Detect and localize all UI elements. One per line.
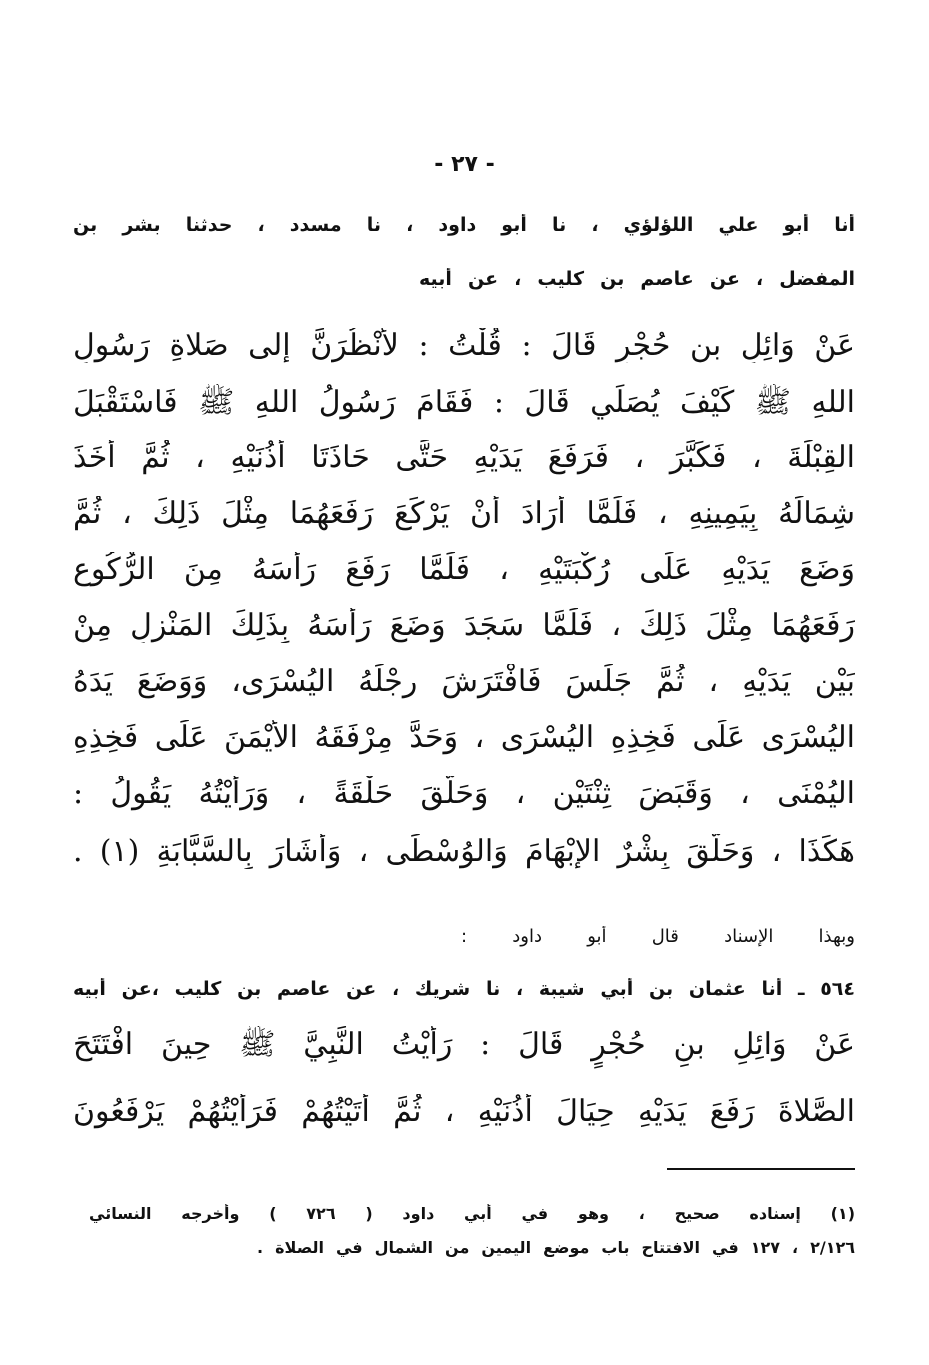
isnad-2: ٥٦٤ ـ أنا عثمان بن أبي شيبة ، نا شريك ، عن عاصم بن كليب ،عن أبيه — [73, 978, 855, 1000]
hadith-1-line-2: اللهِ ﷺ كَيْفَ يُصَلِّي قَالَ : فَقَامَ رَسُولُ اللهِ ﷺ فَاسْتَقْبَلَ — [73, 385, 855, 420]
hadith-1-line-1: عَنْ وَائِلِ بنِ حُجْرٍ قَالَ : قُلْتُ : لأَنْظُرَنَّ إلى صَلاةِ رَسُولِ — [73, 328, 855, 363]
hadith-1-line-9: اليُمْنَى ، وَقَبَضَ ثِنْتَيْنِ ، وَحَلَّقَ حَلْقَةً ، وَرَأَيْتُهُ يَقُولُ : — [73, 776, 855, 811]
hadith-1-line-7: بَيْنِ يَدَيْهِ ، ثُمَّ جَلَسَ فَافْتَرَشَ رِجْلَهُ اليُسْرَى، وَوَضَعَ يَدَهُ — [73, 664, 855, 699]
hadith-1-line-10: هَكَذَا ، وَحَلَّقَ بِشْرٌ الإِبْهَامَ وَالوُسْطَى ، وَأَشَارَ بِالسَّبَّابَةِ (١) . — [73, 834, 855, 869]
hadith-2-line-1: عَنْ وَائِلِ بنِ حُجْرٍ قَالَ : رَأَيْتُ النَّبِيَّ ﷺ حِينَ افْتَتَحَ — [73, 1027, 855, 1062]
hadith-2-line-2: الصَّلاةَ رَفَعَ يَدَيْهِ حِيَالَ أُذُنَيْهِ ، ثُمَّ أَتَيْتُهُمْ فَرَأَيْتُهُمْ يَرْفَعُونَ — [73, 1094, 855, 1129]
hadith-1-line-5: وَضَعَ يَدَيْهِ عَلَى رُكْبَتَيْهِ ، فَلَمَّا رَفَعَ رَأْسَهُ مِنَ الرُّكُوعِ — [73, 552, 855, 587]
isnad-line-1: أنا أبو علي اللؤلؤي ، نا أبو داود ، نا مسدد ، حدثنا بشر بن — [73, 214, 855, 236]
footnote-line-2: ٢/١٢٦ ، ١٢٧ في الافتتاح باب موضع اليمين من الشمال في الصلاة . — [257, 1238, 855, 1257]
hadith-1-line-8: اليُسْرَى عَلَى فَخِذِهِ اليُسْرَى ، وَحَدَّ مِرْفَقَهُ الأَيْمَنَ عَلَى فَخِذِهِ — [73, 720, 855, 755]
hadith-1-line-6: رَفَعَهُمَا مِثْلَ ذَلِكَ ، فَلَمَّا سَجَدَ وَضَعَ رَأْسَهُ بِذَلِكَ المَنْزِلِ مِنْ — [73, 608, 855, 643]
footnote-separator — [667, 1168, 855, 1170]
hadith-1-line-3: القِبْلَةَ ، فَكَبَّرَ ، فَرَفَعَ يَدَيْهِ حَتَّى حَاذَتَا أُذُنَيْهِ ، ثُمَّ أَخَذَ — [73, 440, 855, 475]
page-number: - ٢٧ - — [434, 152, 495, 177]
footnote-line-1: (١) إسناده صحيح ، وهو في أبي داود ( ٧٢٦ ) وأخرجه النسائي — [89, 1204, 855, 1223]
hadith-1-line-4: شِمَالَهُ بِيَمِينِهِ ، فَلَمَّا أَرَادَ أَنْ يَرْكَعَ رَفَعَهُمَا مِثْلَ ذَلِكَ ، ثُمَّ — [73, 496, 855, 531]
isnad-line-2: المفضل ، عن عاصم بن كليب ، عن أبيه — [419, 268, 855, 290]
transition-line: وبهذا الإسناد قال أبو داود : — [461, 926, 855, 947]
